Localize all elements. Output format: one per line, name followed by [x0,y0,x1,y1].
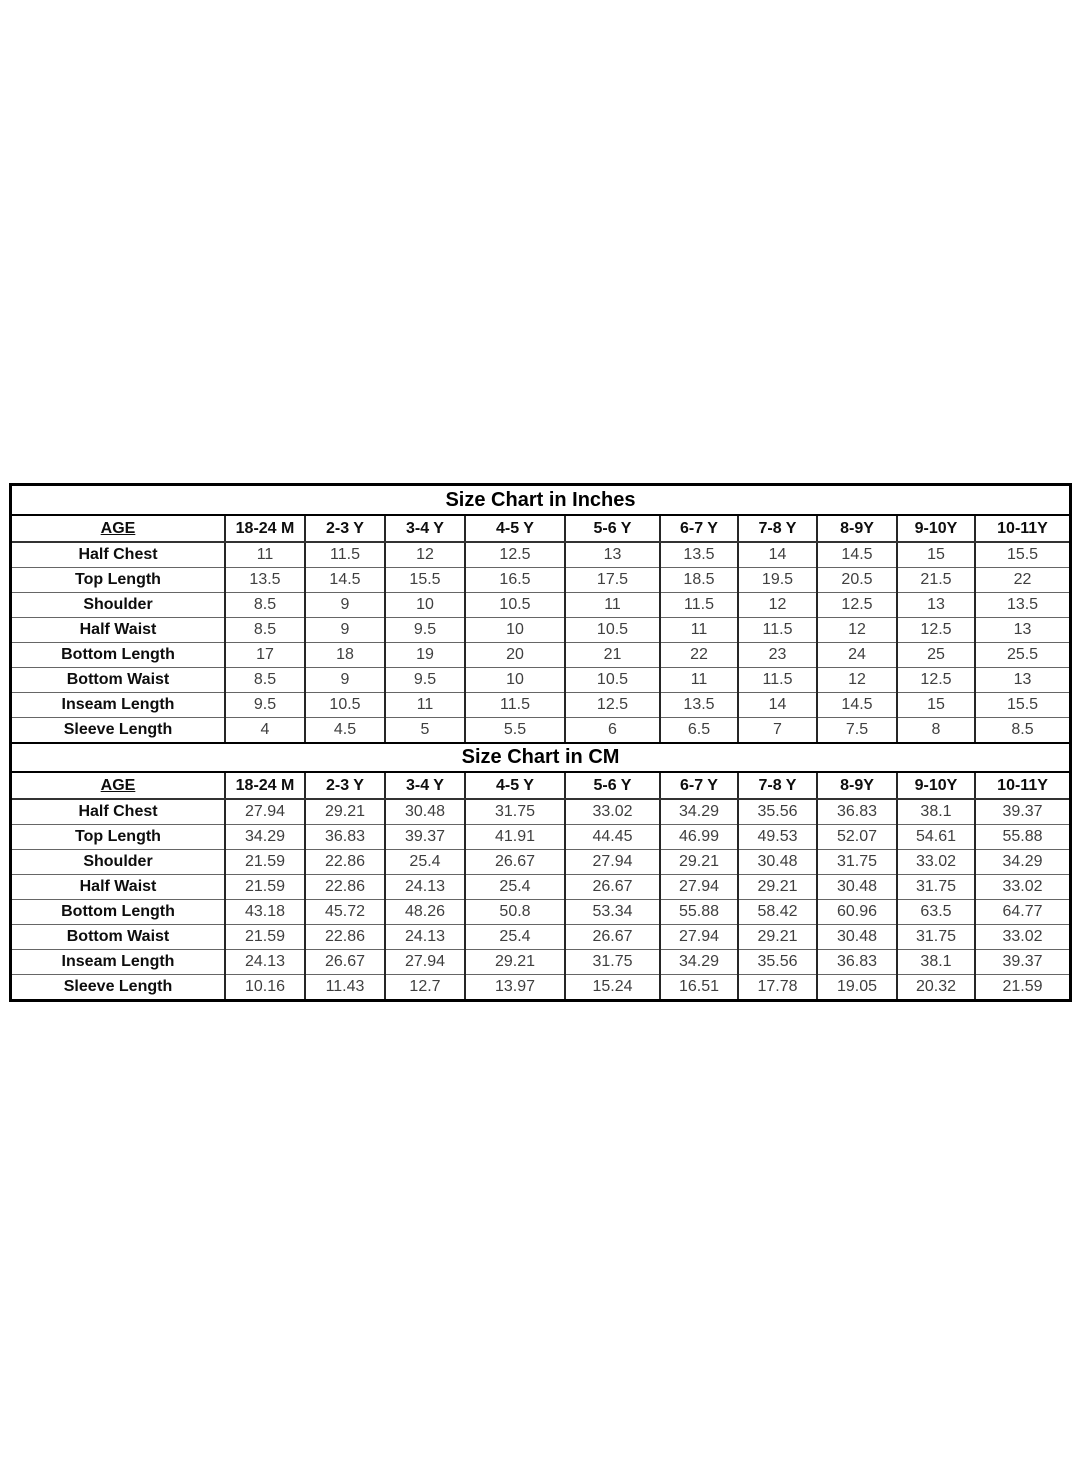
table-title-inches: Size Chart in Inches [12,486,1069,515]
table-cell: 8.5 [225,617,305,642]
table-cell: 34.29 [225,824,305,849]
table-cell: 25.4 [465,924,565,949]
table-cell: 53.34 [565,899,660,924]
size-column-header: 6-7 Y [660,772,738,799]
table-cell: 44.45 [565,824,660,849]
table-cell: 15.24 [565,974,660,999]
table-cell: 21.59 [975,974,1069,999]
table-cell: 9.5 [385,617,465,642]
row-label: Half Waist [12,617,225,642]
table-cell: 36.83 [817,799,897,824]
table-cell: 17.78 [738,974,817,999]
table-title-cm: Size Chart in CM [12,743,1069,772]
table-row [12,799,1069,824]
table-cell: 4.5 [305,717,385,742]
table-cell: 12.5 [817,592,897,617]
table-cell: 27.94 [565,849,660,874]
table-cell: 21.59 [225,874,305,899]
table-cell: 36.83 [305,824,385,849]
table-cell: 9.5 [225,692,305,717]
table-cell: 27.94 [660,924,738,949]
table-cell: 11.5 [305,542,385,567]
table-cell: 15.5 [975,542,1069,567]
table-cell: 29.21 [465,949,565,974]
table-row [12,924,1069,949]
row-label: Bottom Length [12,899,225,924]
size-column-header: 10-11Y [975,515,1069,542]
table-cell: 15.5 [975,692,1069,717]
table-cell: 24.13 [385,874,465,899]
table-cell: 13.97 [465,974,565,999]
table-cell: 23 [738,642,817,667]
table-cell: 15.5 [385,567,465,592]
size-column-header: 8-9Y [817,515,897,542]
table-row [12,617,1069,642]
table-cell: 11.5 [738,667,817,692]
row-label: Bottom Waist [12,667,225,692]
size-column-header: 7-8 Y [738,515,817,542]
table-cell: 10.5 [565,617,660,642]
table-cell: 50.8 [465,899,565,924]
table-cell: 13 [975,617,1069,642]
table-cell: 39.37 [385,824,465,849]
table-cell: 12 [738,592,817,617]
size-column-header: 9-10Y [897,515,975,542]
table-cell: 12 [385,542,465,567]
table-cell: 17.5 [565,567,660,592]
table-cell: 34.29 [660,949,738,974]
table-cell: 10.16 [225,974,305,999]
table-cell: 26.67 [565,874,660,899]
table-cell: 12 [817,667,897,692]
table-cell: 24.13 [385,924,465,949]
table-cell: 12 [817,617,897,642]
table-cell: 27.94 [660,874,738,899]
row-label: Half Chest [78,545,158,563]
size-column-header: 2-3 Y [305,515,385,542]
table-cell: 15 [897,692,975,717]
table-cell: 5 [385,717,465,742]
table-cell: 25.4 [385,849,465,874]
size-column-header: 10-11Y [975,772,1069,799]
size-chart-inches-table [12,486,1069,742]
table-cell: 19.05 [817,974,897,999]
table-cell: 13 [975,667,1069,692]
table-cell: 13.5 [975,592,1069,617]
table-cell: 25.5 [975,642,1069,667]
table-cell: 24.13 [225,949,305,974]
header-row [12,772,1069,799]
table-cell: 10.5 [565,667,660,692]
size-column-header: 4-5 Y [465,772,565,799]
size-column-header: 5-6 Y [565,772,660,799]
size-chart-cm-table [12,742,1069,999]
title-row [12,743,1069,772]
table-cell: 33.02 [975,874,1069,899]
table-cell: 13.5 [225,567,305,592]
table-row [12,542,1069,567]
table-cell: 20 [465,642,565,667]
table-cell: 14.5 [305,567,385,592]
table-cell: 17 [225,642,305,667]
table-cell: 9 [305,667,385,692]
table-cell: 7.5 [817,717,897,742]
table-cell: 21 [565,642,660,667]
table-cell: 6.5 [660,717,738,742]
table-cell: 29.21 [738,874,817,899]
table-cell: 34.29 [660,799,738,824]
table-cell: 13 [565,542,660,567]
table-cell: 22.86 [305,924,385,949]
table-cell: 30.48 [817,924,897,949]
table-cell: 10 [385,592,465,617]
table-cell: 6 [565,717,660,742]
table-cell: 15 [897,542,975,567]
table-cell: 20.5 [817,567,897,592]
row-label: Sleeve Length [12,974,225,999]
table-cell: 11 [385,692,465,717]
table-cell: 13 [897,592,975,617]
table-cell: 22 [975,567,1069,592]
table-cell: 16.5 [465,567,565,592]
table-cell: 22.86 [305,849,385,874]
table-row [12,849,1069,874]
size-column-header: 18-24 M [225,772,305,799]
table-cell: 29.21 [738,924,817,949]
table-cell: 31.75 [465,799,565,824]
table-cell: 20.32 [897,974,975,999]
table-cell: 54.61 [897,824,975,849]
table-row [12,974,1069,999]
table-cell: 9.5 [385,667,465,692]
table-cell: 14.5 [817,692,897,717]
table-cell: 25 [897,642,975,667]
table-cell: 10.5 [305,692,385,717]
table-cell: 39.37 [975,799,1069,824]
table-cell: 8.5 [225,667,305,692]
table-cell: 55.88 [975,824,1069,849]
table-cell: 16.51 [660,974,738,999]
table-cell: 49.53 [738,824,817,849]
table-cell: 9 [305,617,385,642]
table-cell: 7 [738,717,817,742]
age-column-header: AGE [12,772,225,799]
row-label: Sleeve Length [12,717,225,742]
row-label: Inseam Length [12,692,225,717]
table-cell: 21.59 [225,924,305,949]
size-column-header: 18-24 M [225,515,305,542]
table-cell: 30.48 [817,874,897,899]
table-cell: 38.1 [897,799,975,824]
table-cell: 33.02 [565,799,660,824]
table-cell: 31.75 [897,924,975,949]
table-cell: 26.67 [305,949,385,974]
table-cell: 33.02 [975,924,1069,949]
table-cell: 46.99 [660,824,738,849]
table-cell: 11 [660,617,738,642]
table-cell: 11.5 [465,692,565,717]
table-cell: 38.1 [897,949,975,974]
table-cell: 14 [738,692,817,717]
table-cell: 64.77 [975,899,1069,924]
table-cell: 9 [305,592,385,617]
table-row [12,949,1069,974]
table-cell: 41.91 [465,824,565,849]
table-cell: 12.7 [385,974,465,999]
table-cell: 11.5 [738,617,817,642]
table-cell: 48.26 [385,899,465,924]
table-cell: 21.5 [897,567,975,592]
table-body [12,799,1069,999]
table-cell: 14 [738,542,817,567]
table-cell: 12.5 [465,542,565,567]
table-cell: 8 [897,717,975,742]
row-label: Shoulder [12,849,225,874]
row-label: Half Waist [12,874,225,899]
table-cell: 22 [660,642,738,667]
table-row [12,824,1069,849]
table-cell: 11.5 [660,592,738,617]
table-cell: 12.5 [897,617,975,642]
size-column-header: 9-10Y [897,772,975,799]
table-cell: 30.48 [738,849,817,874]
header-row [12,515,1069,542]
table-cell: 4 [225,717,305,742]
table-cell: 10 [465,667,565,692]
table-row [12,899,1069,924]
row-label: Half Chest [78,802,158,820]
row-label: Top Length [12,824,225,849]
table-cell: 11 [225,542,305,567]
size-column-header: 4-5 Y [465,515,565,542]
table-cell: 26.67 [565,924,660,949]
table-cell: 26.67 [465,849,565,874]
table-cell: 8.5 [975,717,1069,742]
table-cell: 11 [565,592,660,617]
size-column-header: 6-7 Y [660,515,738,542]
table-cell: 63.5 [897,899,975,924]
table-cell: 22.86 [305,874,385,899]
table-cell: 8.5 [225,592,305,617]
table-cell: 18 [305,642,385,667]
table-row [12,667,1069,692]
size-column-header: 5-6 Y [565,515,660,542]
table-cell: 58.42 [738,899,817,924]
table-cell: 31.75 [565,949,660,974]
size-column-header: 3-4 Y [385,515,465,542]
table-row [12,874,1069,899]
size-column-header: 3-4 Y [385,772,465,799]
table-cell: 35.56 [738,799,817,824]
table-cell: 30.48 [385,799,465,824]
table-cell: 27.94 [385,949,465,974]
table-body [12,542,1069,742]
table-cell: 33.02 [897,849,975,874]
table-cell: 35.56 [738,949,817,974]
table-row [12,592,1069,617]
title-row [12,486,1069,515]
table-cell: 11.43 [305,974,385,999]
table-cell: 39.37 [975,949,1069,974]
table-cell: 29.21 [660,849,738,874]
table-cell: 19.5 [738,567,817,592]
age-column-header: AGE [12,515,225,542]
table-cell: 13.5 [660,692,738,717]
size-column-header: 2-3 Y [305,772,385,799]
table-cell: 24 [817,642,897,667]
table-cell: 31.75 [817,849,897,874]
table-cell: 45.72 [305,899,385,924]
size-column-header: 8-9Y [817,772,897,799]
table-cell: 10.5 [465,592,565,617]
table-row [12,642,1069,667]
table-cell: 21.59 [225,849,305,874]
table-cell: 43.18 [225,899,305,924]
table-row [12,692,1069,717]
table-cell: 12.5 [565,692,660,717]
size-column-header: 7-8 Y [738,772,817,799]
row-label: Top Length [12,567,225,592]
table-cell: 25.4 [465,874,565,899]
table-cell: 60.96 [817,899,897,924]
table-cell: 12.5 [897,667,975,692]
table-row [12,717,1069,742]
table-cell: 52.07 [817,824,897,849]
table-cell: 5.5 [465,717,565,742]
table-row [12,567,1069,592]
table-cell: 10 [465,617,565,642]
size-chart [9,483,1072,1002]
table-cell: 34.29 [975,849,1069,874]
table-cell: 14.5 [817,542,897,567]
table-cell: 13.5 [660,542,738,567]
table-cell: 18.5 [660,567,738,592]
table-cell: 55.88 [660,899,738,924]
table-cell: 29.21 [305,799,385,824]
table-cell: 36.83 [817,949,897,974]
table-cell: 27.94 [225,799,305,824]
table-cell: 31.75 [897,874,975,899]
table-cell: 11 [660,667,738,692]
row-label: Shoulder [12,592,225,617]
row-label: Bottom Waist [12,924,225,949]
row-label: Inseam Length [12,949,225,974]
table-cell: 19 [385,642,465,667]
row-label: Bottom Length [12,642,225,667]
